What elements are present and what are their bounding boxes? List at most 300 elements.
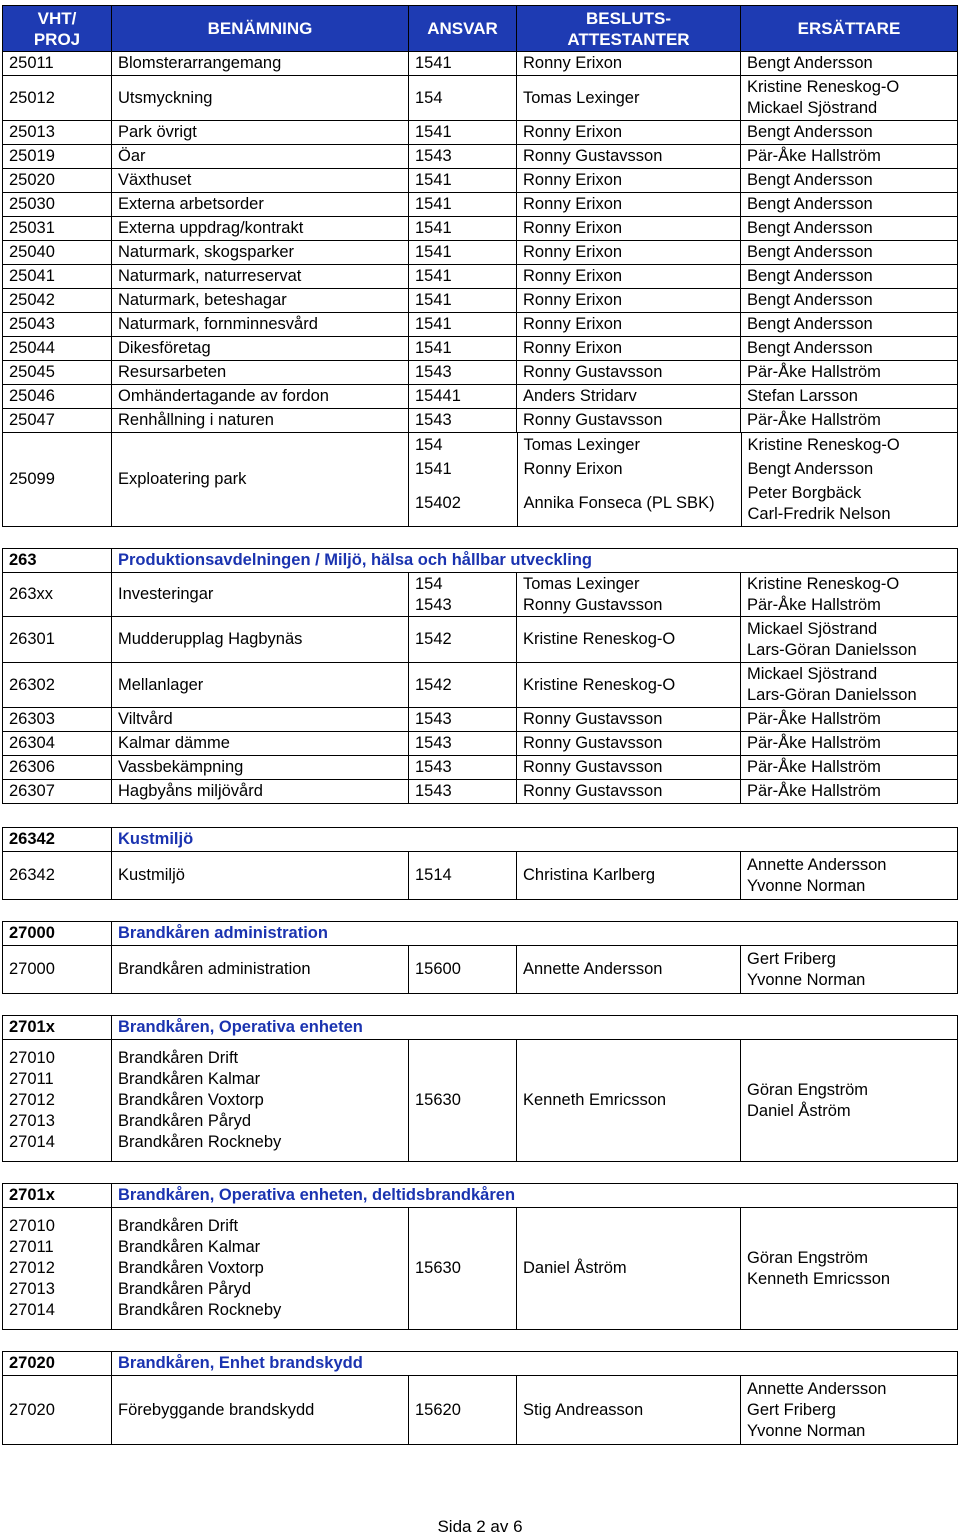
cell-attestant-line: Ronny Gustavsson (523, 734, 663, 752)
cell-ersattare (741, 573, 958, 617)
cell-proj-line: 25046 (9, 387, 55, 405)
section-header-row (3, 1352, 958, 1376)
cell-ersattare-line: Kristine Reneskog-O (747, 78, 900, 96)
cell-name-line: Resursarbeten (118, 363, 227, 381)
cell-ersattare-line: Göran Engström (747, 1248, 869, 1267)
cell-name-line: Kalmar dämme (118, 734, 230, 752)
cell-ersattare (741, 169, 958, 193)
cell-name (112, 385, 409, 409)
cell-ansvar (409, 361, 517, 385)
cell-proj-line: 27012 (9, 1259, 55, 1277)
cell-ansvar (409, 193, 517, 217)
cell-attestant-line: Ronny Gustavsson (523, 782, 663, 800)
cell-ansvar-line: 1541 (415, 267, 452, 285)
cell-name (112, 1208, 409, 1330)
cell-ansvar (409, 1376, 517, 1445)
cell-ersattare (741, 145, 958, 169)
cell-ansvar-line: 1542 (415, 630, 452, 648)
responsibility-table (2, 5, 958, 1445)
cell-name (112, 617, 409, 663)
cell-name (112, 52, 409, 76)
cell-ersattare-line: Carl-Fredrik Nelson (747, 504, 891, 523)
cell-ersattare-line: Mickael Sjöstrand (747, 99, 878, 117)
cell-proj (3, 52, 112, 76)
cell-attestant-line: Kenneth Emricsson (523, 1091, 667, 1109)
cell-attestant-line: Tomas Lexinger (523, 574, 640, 593)
cell-name-line: Omhändertagande av fordon (118, 387, 329, 405)
cell-ansvar (409, 265, 517, 289)
table-row (3, 1376, 958, 1445)
cell-ansvar-line: 1541 (415, 54, 452, 72)
cell-ersattare-line: Pär-Åke Hallström (747, 710, 881, 728)
cell-proj-line: 26302 (9, 675, 55, 694)
cell-attestant-line: Christina Karlberg (523, 866, 656, 884)
spacer-row (3, 527, 958, 549)
cell-name-line: Naturmark, skogsparker (118, 243, 295, 261)
cell-proj (3, 1040, 112, 1162)
cell-ansvar-line: 1543 (415, 147, 452, 165)
cell-attestant-line: Annette Andersson (523, 960, 663, 978)
cell-name-line: Viltvård (118, 710, 173, 728)
cell-ersattare-line: Bengt Andersson (747, 339, 873, 357)
cell-attestant (517, 732, 741, 756)
section-code: 263 (3, 549, 112, 573)
cell-name (112, 732, 409, 756)
cell-name-line: Blomsterarrangemang (118, 54, 282, 72)
cell-proj-line: 25047 (9, 411, 55, 429)
cell-proj-line: 26304 (9, 734, 55, 752)
cell-attestant (517, 1040, 741, 1162)
cell-ersattare-line: Daniel Åström (747, 1101, 851, 1120)
cell-ersattare-line: Pär-Åke Hallström (747, 782, 881, 800)
cell-ersattare-line: Peter Borgbäck (747, 483, 862, 502)
cell-ersattare (741, 708, 958, 732)
cell-attestant-line: Daniel Åström (523, 1259, 627, 1277)
cell-name (112, 145, 409, 169)
table-row (3, 663, 958, 708)
section-header-row (3, 549, 958, 573)
cell-name (112, 121, 409, 145)
cell-attestant (517, 663, 741, 708)
table-row (3, 573, 958, 617)
header-ansvar: ANSVAR (409, 6, 517, 52)
cell-attestant (517, 385, 741, 409)
spacer-cell (3, 804, 958, 828)
cell-name-line: Naturmark, naturreservat (118, 267, 302, 285)
cell-ersattare-line: Stefan Larsson (747, 387, 858, 405)
cell-attestant-line: Ronny Erixon (523, 291, 623, 309)
cell-ersattare (741, 1376, 958, 1445)
cell-ansvar (409, 481, 517, 526)
section-title: Brandkåren, Operativa enheten (112, 1016, 958, 1040)
cell-name (112, 169, 409, 193)
cell-ersattare (741, 617, 958, 663)
cell-proj (3, 313, 112, 337)
cell-ersattare-line: Pär-Åke Hallström (747, 758, 881, 776)
cell-attestant (517, 1208, 741, 1330)
cell-attestant-line: Ronny Erixon (523, 315, 623, 333)
cell-ansvar (409, 433, 517, 457)
cell-ersattare-line: Lars-Göran Danielsson (747, 640, 917, 659)
cell-attestant (517, 946, 741, 994)
cell-ansvar (409, 313, 517, 337)
header-ersattare: ERSÄTTARE (741, 6, 958, 52)
cell-name (112, 217, 409, 241)
cell-ersattare-line: Bengt Andersson (747, 267, 873, 285)
cell-proj (3, 76, 112, 121)
cell-name-line: Naturmark, fornminnesvård (118, 315, 318, 333)
cell-ersattare-line: Bengt Andersson (747, 123, 873, 141)
table-row (3, 756, 958, 780)
section-code: 27000 (3, 922, 112, 946)
cell-ansvar (409, 852, 517, 900)
cell-ansvar (409, 732, 517, 756)
cell-ansvar-line: 1543 (415, 363, 452, 381)
cell-ansvar (409, 52, 517, 76)
cell-ansvar-line: 1541 (415, 243, 452, 261)
cell-proj-line: 27012 (9, 1091, 55, 1109)
cell-name (112, 193, 409, 217)
cell-ersattare-line: Gert Friberg (747, 949, 836, 968)
cell-ersattare (741, 121, 958, 145)
section-header-row (3, 1184, 958, 1208)
cell-name-line: Brandkåren Påryd (118, 1112, 251, 1130)
table-row (3, 241, 958, 265)
section-code: 2701x (3, 1184, 112, 1208)
cell-name (112, 76, 409, 121)
cell-ansvar (409, 573, 517, 617)
cell-ansvar-line: 15600 (415, 960, 461, 978)
cell-ansvar (409, 756, 517, 780)
table-row (3, 313, 958, 337)
cell-ersattare-line: Bengt Andersson (747, 243, 873, 261)
table-row (3, 52, 958, 76)
cell-proj (3, 409, 112, 433)
section-title: Brandkåren, Operativa enheten, deltidsbrandkåren (112, 1184, 958, 1208)
cell-ansvar-line: 1541 (415, 195, 452, 213)
cell-name-line: Brandkåren Påryd (118, 1280, 251, 1298)
spacer-cell (3, 900, 958, 922)
cell-attestant-line: Ronny Gustavsson (523, 710, 663, 728)
cell-proj (3, 145, 112, 169)
table-row (3, 946, 958, 994)
cell-attestant (517, 241, 741, 265)
cell-proj (3, 1376, 112, 1445)
cell-proj-line: 26307 (9, 782, 55, 800)
cell-proj (3, 663, 112, 708)
cell-name-line: Brandkåren Voxtorp (118, 1091, 264, 1109)
cell-ansvar-line: 1543 (415, 734, 452, 752)
section-title: Brandkåren administration (112, 922, 958, 946)
cell-name (112, 663, 409, 708)
table-row (3, 121, 958, 145)
table-row (3, 409, 958, 433)
cell-ersattare-line: Pär-Åke Hallström (747, 411, 881, 429)
cell-proj (3, 361, 112, 385)
responsibility-subtable (409, 433, 958, 526)
cell-ansvar (409, 241, 517, 265)
cell-ersattare-line: Pär-Åke Hallström (747, 147, 881, 165)
spacer-row (3, 994, 958, 1016)
cell-name-line: Renhållning i naturen (118, 411, 274, 429)
cell-ersattare (741, 337, 958, 361)
cell-ansvar (409, 946, 517, 994)
cell-ersattare-line: Annette Andersson (747, 855, 887, 874)
cell-ersattare-line: Yvonne Norman (747, 876, 866, 895)
cell-ansvar-line: 1543 (415, 710, 452, 728)
cell-proj-line: 27020 (9, 1400, 55, 1419)
cell-attestant-line: Ronny Gustavsson (523, 363, 663, 381)
cell-ansvar (409, 289, 517, 313)
cell-ersattare (741, 361, 958, 385)
cell-name-line: Förebyggande brandskydd (118, 1400, 315, 1419)
cell-name (112, 337, 409, 361)
table-body (3, 52, 958, 1445)
cell-name (112, 313, 409, 337)
cell-ansvar (409, 121, 517, 145)
subtable-row (409, 433, 958, 457)
cell-ansvar (409, 76, 517, 121)
cell-ersattare (741, 409, 958, 433)
page-footer: Sida 2 av 6 (437, 1517, 523, 1536)
cell-attestant-line: Ronny Gustavsson (523, 595, 663, 614)
cell-ersattare-line: Pär-Åke Hallström (747, 595, 881, 614)
cell-attestant (517, 76, 741, 121)
cell-name (112, 946, 409, 994)
cell-ersattare-line: Bengt Andersson (747, 315, 873, 333)
table-row (3, 617, 958, 663)
cell-ersattare (741, 663, 958, 708)
cell-proj-line: 26306 (9, 758, 55, 776)
cell-ansvar-line: 154 (415, 574, 443, 593)
cell-attestant (517, 169, 741, 193)
cell-ersattare-line: Göran Engström (747, 1080, 869, 1099)
cell-ersattare (741, 265, 958, 289)
cell-attestant (517, 617, 741, 663)
cell-proj-line: 25030 (9, 195, 55, 213)
cell-ansvar-line: 15620 (415, 1400, 461, 1419)
table-row (3, 289, 958, 313)
cell-ansvar (409, 409, 517, 433)
cell-attestant-line: Tomas Lexinger (523, 435, 640, 454)
cell-proj-line: 27014 (9, 1133, 55, 1151)
cell-proj-line: 25013 (9, 123, 55, 141)
cell-ersattare-line: Bengt Andersson (747, 195, 873, 213)
cell-ersattare-line: Bengt Andersson (747, 459, 874, 478)
cell-ersattare-line: Mickael Sjöstrand (747, 665, 878, 683)
cell-ersattare (741, 481, 958, 526)
cell-name-line: Mellanlager (118, 675, 204, 694)
cell-ansvar-line: 154 (415, 435, 443, 454)
cell-ansvar-line: 15630 (415, 1091, 461, 1109)
cell-name-line: Utsmyckning (118, 88, 213, 107)
cell-proj (3, 121, 112, 145)
cell-ersattare (741, 217, 958, 241)
section-title: Produktionsavdelningen / Miljö, hälsa och hållbar utveckling (112, 549, 958, 573)
cell-attestant (517, 433, 741, 457)
cell-proj-line: 25019 (9, 147, 55, 165)
cell-name-line: Externa uppdrag/kontrakt (118, 219, 304, 237)
table-row (3, 337, 958, 361)
cell-name (112, 708, 409, 732)
cell-proj-line: 25041 (9, 267, 55, 285)
cell-attestant-line: Tomas Lexinger (523, 88, 640, 107)
cell-name-line: Brandkåren Voxtorp (118, 1259, 264, 1277)
cell-proj-line: 27010 (9, 1217, 55, 1235)
cell-proj-line: 27014 (9, 1301, 55, 1319)
spacer-row (3, 1330, 958, 1352)
cell-attestant (517, 409, 741, 433)
cell-ersattare (741, 76, 958, 121)
cell-name (112, 409, 409, 433)
subtable-row (409, 457, 958, 481)
cell-ersattare-line: Bengt Andersson (747, 171, 873, 189)
cell-ansvar (409, 663, 517, 708)
cell-ansvar-line: 1541 (415, 123, 452, 141)
cell-proj (3, 573, 112, 617)
cell-ansvar-line: 15402 (415, 494, 461, 512)
spacer-cell (3, 994, 958, 1016)
cell-attestant (517, 852, 741, 900)
cell-ansvar-line: 1543 (415, 595, 452, 614)
section-title: Kustmiljö (112, 828, 958, 852)
cell-attestant (517, 361, 741, 385)
cell-ansvar-line: 1542 (415, 675, 452, 694)
cell-name: Exploatering park (112, 433, 409, 527)
table-row (3, 217, 958, 241)
cell-attestant-line: Annika Fonseca (PL SBK) (523, 494, 715, 512)
cell-ersattare-line: Bengt Andersson (747, 54, 873, 72)
cell-proj-line: 25042 (9, 291, 55, 309)
cell-attestant-line: Kristine Reneskog-O (523, 630, 676, 648)
cell-proj (3, 289, 112, 313)
cell-name (112, 573, 409, 617)
cell-ansvar (409, 169, 517, 193)
cell-proj-line: 25043 (9, 315, 55, 333)
cell-proj (3, 852, 112, 900)
cell-ersattare-line: Gert Friberg (747, 1400, 836, 1419)
cell-name (112, 289, 409, 313)
cell-ansvar-line: 1543 (415, 782, 452, 800)
cell-attestant (517, 289, 741, 313)
cell-ansvar-line: 1541 (415, 291, 452, 309)
cell-name-line: Brandkåren administration (118, 960, 311, 978)
cell-name-line: Externa arbetsorder (118, 195, 264, 213)
spacer-cell (3, 527, 958, 549)
cell-ansvar-line: 1543 (415, 758, 452, 776)
cell-ersattare (741, 946, 958, 994)
cell-multi-responsibility (409, 433, 958, 527)
cell-ersattare (741, 52, 958, 76)
cell-ansvar-line: 1541 (415, 315, 452, 333)
table-row (3, 708, 958, 732)
section-header-row (3, 1016, 958, 1040)
table-row (3, 193, 958, 217)
cell-proj-line: 27013 (9, 1280, 55, 1298)
cell-attestant-line: Kristine Reneskog-O (523, 675, 676, 694)
section-code: 26342 (3, 828, 112, 852)
cell-ansvar (409, 385, 517, 409)
cell-attestant (517, 1376, 741, 1445)
cell-name-line: Dikesföretag (118, 339, 211, 357)
cell-ansvar (409, 708, 517, 732)
cell-attestant (517, 217, 741, 241)
cell-proj-line: 27011 (9, 1070, 54, 1088)
cell-proj-line: 25012 (9, 88, 55, 107)
cell-ersattare (741, 385, 958, 409)
cell-ersattare-line: Pär-Åke Hallström (747, 734, 881, 752)
cell-attestant-line: Ronny Erixon (523, 54, 623, 72)
cell-ersattare (741, 780, 958, 804)
cell-name-line: Hagbyåns miljövård (118, 782, 263, 800)
section-title: Brandkåren, Enhet brandskydd (112, 1352, 958, 1376)
table-row (3, 76, 958, 121)
cell-ersattare (741, 313, 958, 337)
cell-ansvar-line: 1541 (415, 219, 452, 237)
cell-attestant-line: Ronny Gustavsson (523, 758, 663, 776)
cell-ersattare (741, 732, 958, 756)
cell-proj (3, 337, 112, 361)
cell-ersattare (741, 756, 958, 780)
cell-attestant (517, 193, 741, 217)
table-row (3, 385, 958, 409)
cell-proj-line: 27011 (9, 1238, 54, 1256)
cell-attestant (517, 145, 741, 169)
cell-ersattare-line: Kenneth Emricsson (747, 1269, 891, 1288)
cell-attestant (517, 780, 741, 804)
section-code: 2701x (3, 1016, 112, 1040)
cell-name-line: Växthuset (118, 171, 192, 189)
table-row (3, 145, 958, 169)
cell-name (112, 265, 409, 289)
cell-proj (3, 756, 112, 780)
table-row (3, 732, 958, 756)
cell-attestant (517, 121, 741, 145)
cell-ersattare-line: Pär-Åke Hallström (747, 363, 881, 381)
section-code: 27020 (3, 1352, 112, 1376)
cell-proj (3, 385, 112, 409)
cell-ersattare (741, 1040, 958, 1162)
cell-ansvar (409, 617, 517, 663)
cell-ersattare (741, 433, 958, 457)
cell-name-line: Naturmark, beteshagar (118, 291, 287, 309)
cell-attestant-line: Ronny Erixon (523, 195, 623, 213)
cell-ersattare-line: Mickael Sjöstrand (747, 619, 878, 638)
cell-proj (3, 780, 112, 804)
cell-name-line: Investeringar (118, 585, 214, 603)
table-row (3, 265, 958, 289)
cell-proj-line: 263xx (9, 585, 54, 603)
table-row (3, 361, 958, 385)
cell-proj-line: 27000 (9, 960, 55, 978)
cell-proj-line: 26342 (9, 866, 55, 884)
cell-attestant-line: Ronny Erixon (523, 243, 623, 261)
cell-ansvar-line: 15630 (415, 1259, 461, 1277)
cell-attestant-line: Ronny Erixon (523, 171, 623, 189)
cell-ersattare-line: Yvonne Norman (747, 1421, 866, 1440)
table-row (3, 852, 958, 900)
cell-name-line: Brandkåren Kalmar (118, 1238, 261, 1256)
cell-ansvar (409, 145, 517, 169)
cell-name (112, 852, 409, 900)
cell-ersattare (741, 241, 958, 265)
cell-attestant-line: Ronny Erixon (523, 339, 623, 357)
cell-ansvar (409, 1208, 517, 1330)
cell-name-line: Brandkåren Drift (118, 1217, 239, 1235)
cell-name-line: Vassbekämpning (118, 758, 244, 776)
cell-name (112, 780, 409, 804)
cell-name-line: Öar (118, 147, 146, 165)
